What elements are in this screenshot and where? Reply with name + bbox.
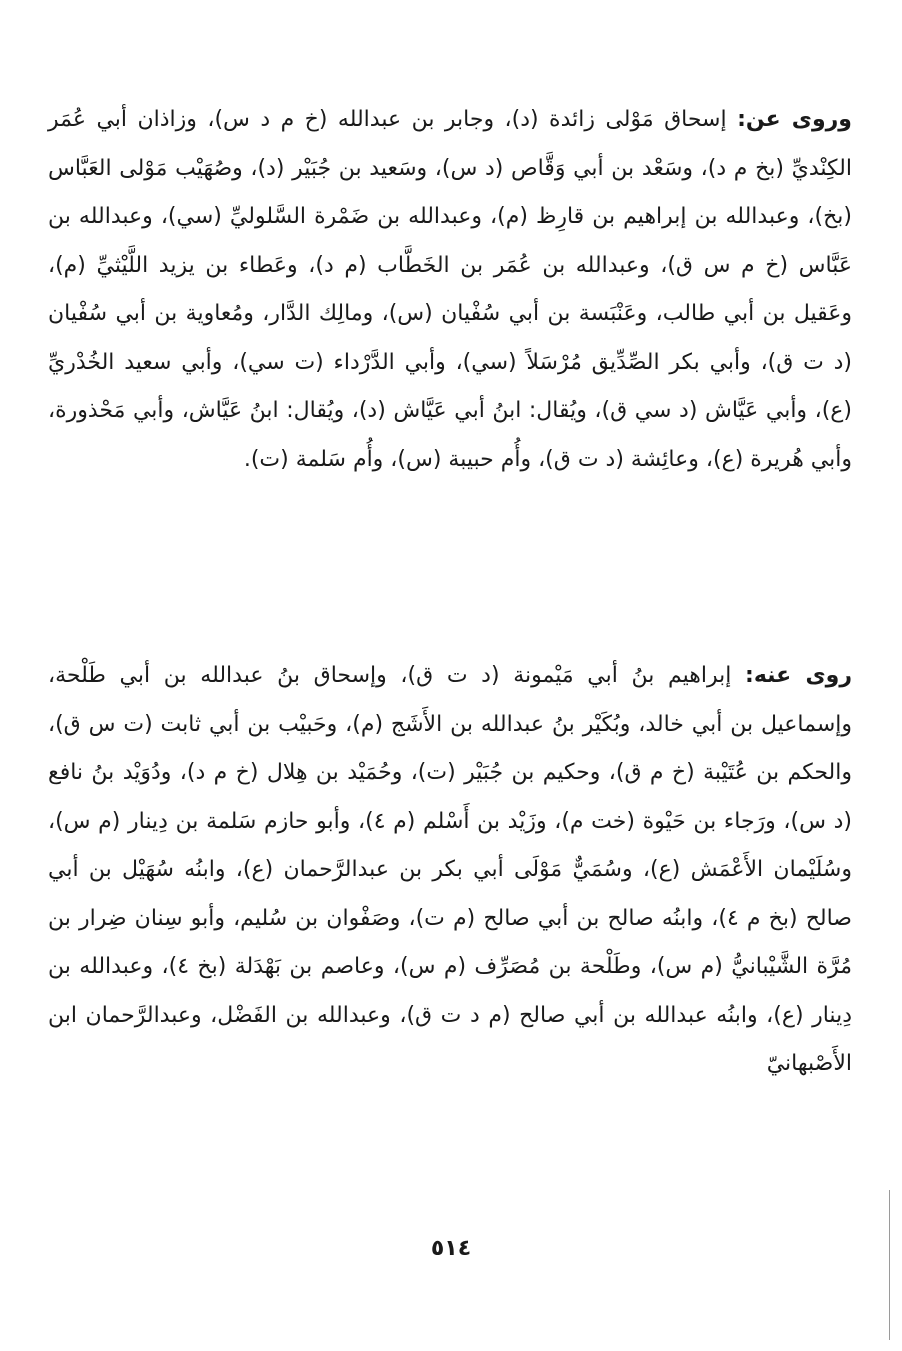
narrated-by-block [48,652,852,1089]
narrated-from-heading: وروى عن: [737,107,852,132]
narrated-by-paragraph [48,652,852,1089]
page-number: ٥١٤ [430,1236,472,1261]
narrated-from-text: إسحاق مَوْلى زائدة (د)، وجابر بن عبدالله (خ م د س)، وزاذان أبي عُمَر الكِنْديِّ (بخ م د)، وسَعْد بن أبي وَقَّاص (د س)، وسَعيد بن جُبَيْر (د)، وصُهَيْب مَوْلى العَبَّاس (بخ)، وعبدالله بن إبراهيم بن قارِظ (م)، وعبدالله بن ضَمْرة السَّلوليِّ (سي)، وعبدالله بن عَبَّاس (خ م س ق)، وعبدالله بن عُمَر بن الخَطَّاب (م د)، وعَطاء بن يزيد اللَّيْثيِّ (م)، وعَقيل بن أبي طالب، وعَنْبَسة بن أبي سُفْيان (س)، ومالِك الدَّار، ومُعاوية بن أبي سُفْيان (د ت ق)، وأبي بكر الصِّدِّيق مُرْسَلاً (سي)، وأبي الدَّرْداء (ت سي)، وأبي سعيد الخُدْريِّ (ع)، وأبي عَيَّاش (د سي ق)، ويُقال: ابنُ أبي عَيَّاش (د)، ويُقال: ابنُ عَيَّاش، وأبي مَحْذورة، وأبي هُريرة (ع)، وعائِشة (د ت ق)، وأُم حبيبة (س)، وأُم سَلمة (ت). [48,107,852,472]
narrated-from-paragraph [48,96,852,484]
narrated-by-heading: روى عنه: [745,663,852,688]
narrated-from-block [48,96,852,484]
scan-edge-line [889,1190,890,1340]
narrated-by-text: إبراهيم بنُ أبي مَيْمونة (د ت ق)، وإسحاق بنُ عبدالله بن أبي طَلْحة، وإسماعيل بن أبي خالد، وبُكَيْر بنُ عبدالله بن الأَشَج (م)، وحَبيْب بن أبي ثابت (ت س ق)، والحكم بن عُتَيْبة (خ م ق)، وحكيم بن جُبَيْر (ت)، وحُمَيْد بن هِلال (خ م د)، ودُوَيْد بنُ نافع (د س)، ورَجاء بن حَيْوة (خت م)، وزَيْد بن أَسْلم (م ٤)، وأبو حازم سَلمة بن دِينار (م س)، وسُلَيْمان الأَعْمَش (ع)، وسُمَيٌّ مَوْلَى أبي بكر بن عبدالرَّحمان (ع)، وابنُه سُهَيْل بن أبي صالح (بخ م ٤)، وابنُه صالح بن أبي صالح (م ت)، وصَفْوان بن سُليم، وأبو سِنان ضِرار بن مُرَّة الشَّيْبانيُّ (م س)، وطَلْحة بن مُصَرِّف (م س)، وعاصم بن بَهْدَلة (بخ ٤)، وعبدالله بن دِينار (ع)، وابنُه عبدالله بن أبي صالح (م د ت ق)، وعبدالله بن الفَضْل، وعبدالرَّحمان ابن الأَصْبهانيّ [48,663,852,1076]
